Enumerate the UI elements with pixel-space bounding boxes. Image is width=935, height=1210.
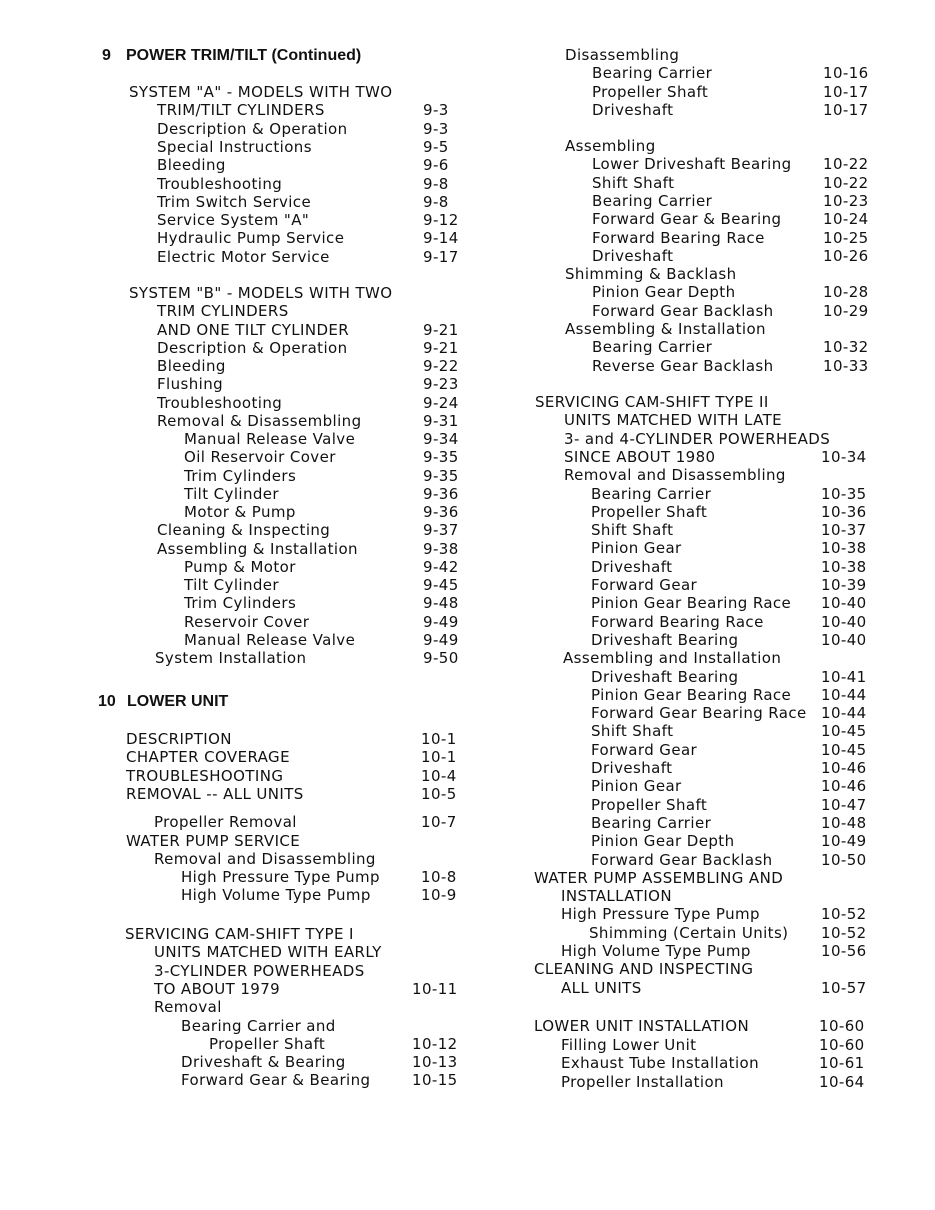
- toc-entry-page: 9-50: [423, 649, 459, 667]
- toc-entry-title: Pinion Gear Bearing Race: [591, 594, 792, 613]
- toc-entry-title: Propeller Shaft: [591, 795, 708, 814]
- toc-entry-page: 10-61: [819, 1054, 865, 1073]
- toc-entry-title: Forward Gear & Bearing: [181, 1071, 371, 1090]
- toc-entry-title: Pinion Gear: [591, 777, 682, 796]
- toc-entry-title: TRIM CYLINDERS: [157, 302, 289, 321]
- toc-entry-page: 9-49: [423, 630, 459, 649]
- toc-entry-title: TO ABOUT 1979: [154, 979, 281, 998]
- toc-entry-title: High Volume Type Pump: [181, 886, 371, 905]
- toc-entry-title: Bearing Carrier: [591, 484, 712, 503]
- toc-entry-title: Forward Gear: [591, 576, 698, 594]
- toc-entry-title: Assembling and Installation: [563, 649, 782, 668]
- toc-entry-title: Driveshaft: [591, 557, 673, 576]
- toc-entry-page: 10-1: [421, 730, 457, 748]
- toc-entry-title: Electric Motor Service: [157, 247, 330, 266]
- toc-entry-page: 10-9: [421, 886, 457, 905]
- toc-entry-title: Forward Bearing Race: [591, 612, 764, 631]
- toc-entry-title: CHAPTER COVERAGE: [126, 748, 290, 767]
- toc-entry-title: WATER PUMP SERVICE: [126, 831, 301, 850]
- toc-entry-title: Forward Gear: [591, 740, 698, 759]
- toc-entry-title: Driveshaft Bearing: [591, 667, 739, 686]
- toc-entry-page: 9-42: [423, 557, 459, 576]
- toc-entry-title: Manual Release Valve: [184, 430, 356, 448]
- toc-entry-title: Assembling: [565, 137, 656, 155]
- toc-entry-title: Trim Switch Service: [157, 192, 312, 211]
- toc-entry-page: 10-4: [421, 766, 457, 785]
- toc-entry-title: Exhaust Tube Installation: [561, 1054, 760, 1073]
- toc-entry-page: 10-52: [821, 923, 867, 942]
- toc-entry-title: Shift Shaft: [592, 173, 675, 192]
- toc-entry-page: 9-22: [423, 357, 459, 375]
- toc-entry-page: 10-41: [821, 667, 867, 686]
- toc-entry-page: 10-17: [823, 100, 869, 119]
- toc-entry-title: Removal & Disassembling: [157, 411, 362, 430]
- toc-entry-page: 10-11: [412, 979, 458, 998]
- toc-entry-title: Filling Lower Unit: [561, 1035, 697, 1054]
- toc-entry-page: 10-38: [821, 557, 867, 576]
- toc-entry-page: 9-12: [423, 211, 459, 230]
- toc-entry-title: SERVICING CAM-SHIFT TYPE II: [535, 393, 769, 411]
- toc-entry-title: Removal: [154, 998, 222, 1017]
- toc-entry-page: 10-22: [823, 173, 869, 192]
- toc-entry-title: Shimming & Backlash: [565, 265, 737, 284]
- toc-entry-title: Removal and Disassembling: [154, 849, 376, 868]
- toc-entry-title: UNITS MATCHED WITH EARLY: [154, 943, 382, 962]
- toc-entry-page: 9-31: [423, 411, 459, 430]
- toc-entry-title: SINCE ABOUT 1980: [564, 447, 716, 466]
- toc-entry-title: SYSTEM "A" - MODELS WITH TWO: [129, 83, 393, 101]
- toc-entry-title: Driveshaft: [592, 246, 674, 265]
- toc-entry-page: 10-8: [421, 868, 457, 887]
- toc-entry-title: Reservoir Cover: [184, 612, 310, 631]
- toc-entry-title: High Pressure Type Pump: [561, 905, 760, 924]
- toc-entry-page: 9-21: [423, 320, 459, 339]
- toc-entry-page: 9-6: [423, 156, 449, 175]
- toc-entry-title: Cleaning & Inspecting: [157, 521, 331, 540]
- toc-entry-page: 9-5: [423, 137, 449, 156]
- toc-entry-page: 10-22: [823, 155, 869, 174]
- toc-entry-page: 10-23: [823, 191, 869, 210]
- toc-entry-page: 9-38: [423, 539, 459, 558]
- toc-entry-page: 10-35: [821, 484, 867, 503]
- toc-entry-page: 10-37: [821, 521, 867, 540]
- toc-entry-title: TRIM/TILT CYLINDERS: [157, 101, 325, 120]
- toc-entry-page: 10-60: [819, 1035, 865, 1054]
- toc-entry-page: 10-64: [819, 1072, 865, 1091]
- toc-entry-title: Propeller Installation: [561, 1072, 724, 1091]
- toc-entry-page: 9-49: [423, 612, 459, 631]
- toc-entry-title: Bleeding: [157, 357, 226, 375]
- toc-entry-page: 10-50: [821, 850, 867, 869]
- toc-entry-title: Troubleshooting: [157, 393, 283, 412]
- toc-entry-title: Description & Operation: [157, 119, 348, 138]
- toc-entry-title: ALL UNITS: [561, 978, 642, 997]
- toc-entry-title: Manual Release Valve: [184, 630, 356, 649]
- toc-entry-title: Bleeding: [157, 156, 226, 175]
- toc-entry-title: Pinion Gear Depth: [591, 832, 735, 851]
- chapter-10-heading: [98, 692, 228, 712]
- toc-entry-title: Pinion Gear Depth: [592, 283, 736, 302]
- toc-entry-page: 9-35: [423, 466, 459, 485]
- toc-entry-title: 3-CYLINDER POWERHEADS: [154, 961, 365, 980]
- toc-entry-page: 9-23: [423, 375, 459, 394]
- toc-entry-page: 10-33: [823, 356, 869, 375]
- toc-entry-page: 9-3: [423, 119, 449, 138]
- chapter-number: 10: [98, 693, 116, 710]
- toc-entry-page: 9-35: [423, 448, 459, 467]
- toc-entry-title: Trim Cylinders: [184, 466, 297, 485]
- toc-entry-title: Lower Driveshaft Bearing: [592, 155, 792, 174]
- toc-entry-title: Shift Shaft: [591, 722, 674, 741]
- toc-entry-page: 9-37: [423, 521, 459, 540]
- toc-entry-page: 10-45: [821, 740, 867, 759]
- toc-entry-title: Trim Cylinders: [184, 594, 297, 613]
- toc-entry-page: 9-8: [423, 174, 449, 193]
- toc-entry-title: Removal and Disassembling: [564, 466, 786, 485]
- toc-entry-page: 10-46: [821, 777, 867, 796]
- toc-entry-title: Disassembling: [565, 46, 680, 64]
- toc-entry-page: 10-49: [821, 832, 867, 851]
- toc-entry-title: Forward Gear Bearing Race: [591, 704, 807, 723]
- toc-entry-title: Bearing Carrier: [592, 338, 713, 357]
- toc-entry-title: Reverse Gear Backlash: [592, 356, 774, 375]
- toc-entry-title: REMOVAL -- ALL UNITS: [126, 784, 304, 803]
- toc-entry-title: Propeller Shaft: [592, 82, 709, 101]
- toc-entry-page: 10-5: [421, 784, 457, 803]
- toc-entry-page: 10-7: [421, 813, 457, 832]
- toc-entry-title: High Pressure Type Pump: [181, 868, 380, 887]
- toc-entry-title: Driveshaft Bearing: [591, 630, 739, 649]
- toc-entry-page: 9-3: [423, 101, 449, 120]
- toc-entry-title: SYSTEM "B" - MODELS WITH TWO: [129, 284, 393, 302]
- toc-entry-title: Motor & Pump: [184, 503, 296, 521]
- toc-entry-title: Pinion Gear Bearing Race: [591, 685, 792, 704]
- toc-entry-page: 9-24: [423, 393, 459, 412]
- toc-entry-title: Assembling & Installation: [565, 320, 766, 338]
- toc-entry-title: 3- and 4-CYLINDER POWERHEADS: [564, 429, 831, 448]
- toc-entry-page: 10-45: [821, 722, 867, 741]
- chapter-number: 9: [102, 47, 111, 64]
- toc-entry-title: Tilt Cylinder: [184, 484, 279, 503]
- toc-entry-page: 10-15: [412, 1071, 458, 1090]
- chapter-title: LOWER UNIT: [127, 693, 229, 710]
- toc-entry-title: Flushing: [157, 375, 224, 394]
- toc-entry-title: CLEANING AND INSPECTING: [534, 960, 754, 979]
- toc-entry-title: Pinion Gear: [591, 539, 682, 558]
- toc-entry-title: High Volume Type Pump: [561, 942, 751, 960]
- toc-entry-page: 9-48: [423, 594, 459, 613]
- toc-entry-page: 10-52: [821, 905, 867, 924]
- toc-entry-title: System Installation: [155, 649, 307, 667]
- toc-entry-title: Forward Gear Backlash: [591, 850, 773, 869]
- toc-entry-page: 10-48: [821, 813, 867, 832]
- toc-entry-title: Shimming (Certain Units): [589, 923, 789, 942]
- toc-entry-page: 10-36: [821, 502, 867, 521]
- toc-entry-page: 10-40: [821, 594, 867, 613]
- toc-entry-page: 9-45: [423, 576, 459, 594]
- toc-entry-title: Tilt Cylinder: [184, 576, 279, 594]
- toc-entry-title: Forward Gear & Bearing: [592, 210, 782, 229]
- toc-entry-page: 9-8: [423, 192, 449, 211]
- toc-entry-title: Shift Shaft: [591, 521, 674, 540]
- toc-entry-page: 9-34: [423, 430, 459, 448]
- toc-entry-title: LOWER UNIT INSTALLATION: [534, 1017, 750, 1035]
- toc-entry-page: 10-44: [821, 685, 867, 704]
- toc-entry-page: 10-39: [821, 576, 867, 594]
- toc-entry-title: WATER PUMP ASSEMBLING AND: [534, 868, 784, 887]
- toc-entry-page: 9-36: [423, 484, 459, 503]
- toc-entry-page: 10-47: [821, 795, 867, 814]
- toc-entry-title: Driveshaft: [592, 100, 674, 119]
- chapter-9-heading: [102, 46, 361, 66]
- toc-entry-page: 10-40: [821, 630, 867, 649]
- toc-entry-page: 9-21: [423, 338, 459, 357]
- toc-entry-page: 10-26: [823, 246, 869, 265]
- toc-entry-title: INSTALLATION: [561, 887, 672, 906]
- toc-entry-page: 10-12: [412, 1034, 458, 1053]
- toc-entry-title: TROUBLESHOOTING: [126, 766, 284, 785]
- toc-entry-title: Assembling & Installation: [157, 539, 358, 558]
- toc-entry-page: 10-46: [821, 759, 867, 777]
- toc-entry-title: Propeller Shaft: [209, 1034, 326, 1053]
- toc-entry-title: Hydraulic Pump Service: [157, 229, 345, 248]
- toc-entry-title: AND ONE TILT CYLINDER: [157, 320, 350, 339]
- toc-entry-page: 10-1: [421, 748, 457, 767]
- toc-entry-page: 10-40: [821, 612, 867, 631]
- toc-entry-page: 10-13: [412, 1053, 458, 1072]
- toc-entry-page: 9-14: [423, 229, 459, 248]
- toc-entry-title: Forward Bearing Race: [592, 228, 765, 247]
- toc-entry-page: 9-17: [423, 247, 459, 266]
- toc-entry-title: Pump & Motor: [184, 557, 296, 576]
- toc-entry-title: UNITS MATCHED WITH LATE: [564, 411, 783, 430]
- toc-entry-title: Special Instructions: [157, 137, 312, 156]
- toc-entry-page: 10-60: [819, 1017, 865, 1035]
- toc-entry-title: Driveshaft & Bearing: [181, 1053, 346, 1072]
- toc-entry-page: 10-16: [823, 64, 869, 83]
- toc-entry-title: Oil Reservoir Cover: [184, 448, 336, 467]
- toc-entry-page: 10-17: [823, 82, 869, 101]
- toc-entry-title: Propeller Shaft: [591, 502, 708, 521]
- toc-entry-page: 10-34: [821, 447, 867, 466]
- toc-entry-page: 10-25: [823, 228, 869, 247]
- toc-entry-page: 10-57: [821, 978, 867, 997]
- toc-entry-page: 9-36: [423, 503, 459, 521]
- toc-entry-title: Description & Operation: [157, 338, 348, 357]
- toc-entry-page: 10-28: [823, 283, 869, 302]
- toc-entry-page: 10-32: [823, 338, 869, 357]
- toc-entry-page: 10-56: [821, 942, 867, 960]
- toc-entry-page: 10-29: [823, 301, 869, 320]
- toc-entry-title: Bearing Carrier: [592, 191, 713, 210]
- toc-entry-page: 10-38: [821, 539, 867, 558]
- toc-entry-title: DESCRIPTION: [126, 730, 232, 748]
- toc-entry-title: Bearing Carrier: [592, 64, 713, 83]
- toc-entry-page: 10-44: [821, 704, 867, 723]
- toc-entry-title: Service System "A": [157, 211, 310, 230]
- toc-entry-title: Troubleshooting: [157, 174, 283, 193]
- toc-entry-title: Bearing Carrier: [591, 813, 712, 832]
- toc-entry-page: 10-24: [823, 210, 869, 229]
- chapter-title: POWER TRIM/TILT (Continued): [126, 47, 362, 64]
- toc-entry-title: Bearing Carrier and: [181, 1016, 336, 1035]
- toc-entry-title: Driveshaft: [591, 759, 673, 777]
- toc-entry-title: SERVICING CAM-SHIFT TYPE I: [125, 925, 354, 943]
- toc-entry-title: Forward Gear Backlash: [592, 301, 774, 320]
- toc-entry-title: Propeller Removal: [154, 813, 297, 832]
